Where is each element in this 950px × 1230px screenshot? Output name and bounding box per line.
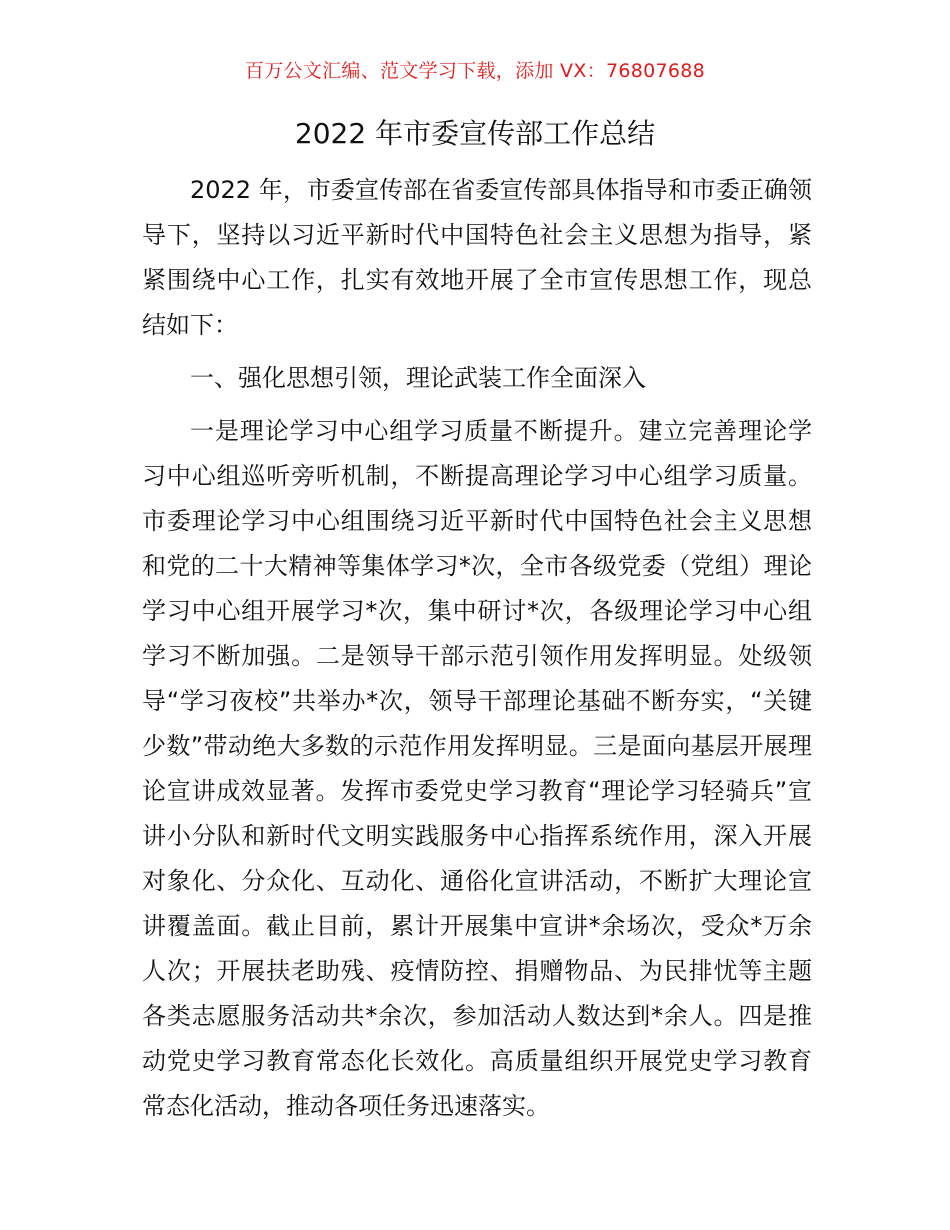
document-title: 2022 年市委宣传部工作总结 — [294, 117, 656, 150]
section-body-paragraph: 一是理论学习中心组学习质量不断提升。建立完善理论学习中心组巡听旁听机制，不断提高理论学习中心组学习质量。市委理论学习中心组围绕习近平新时代中国特色社会主义思想和党的二十大精神等集体学习*次，全市各级党委（党组）理论学习中心组开展学习*次，集中研讨*次，各级理论学习中心组学习不断加强。二是领导干部示范引领作用发挥明显。处级领导“学习夜校”共举办*次，领导干部理论基础不断夯实，“关键少数”带动绝大多数的示范作用发挥明显。三是面向基层开展理论宣讲成效显著。发挥市委党史学习教育“理论学习轻骑兵”宣讲小分队和新时代文明实践服务中心指挥系统作用，深入开展对象化、分众化、互动化、通俗化宣讲活动，不断扩大理论宣讲覆盖面。截止目前，累计开展集中宣讲*余场次，受众*万余人次；开展扶老助残、疫情防控、捐赠物品、为民排忧等主题各类志愿服务活动共*余次，参加活动人数达到*余人。四是推动党史学习教育常态化长效化。高质量组织开展党史学习教育常态化活动，推动各项任务迅速落实。 — [142, 417, 812, 1120]
header-note: 百万公文汇编、范文学习下载，添加 VX：76807688 — [244, 60, 706, 82]
intro-paragraph: 2022 年，市委宣传部在省委宣传部具体指导和市委正确领导下，坚持以习近平新时代中国特色社会主义思想为指导，紧紧围绕中心工作，扎实有效地开展了全市宣传思想工作，现总结如下： — [142, 176, 812, 339]
document-body — [142, 168, 812, 1129]
section-heading: 一、强化思想引领，理论武装工作全面深入 — [190, 364, 646, 392]
